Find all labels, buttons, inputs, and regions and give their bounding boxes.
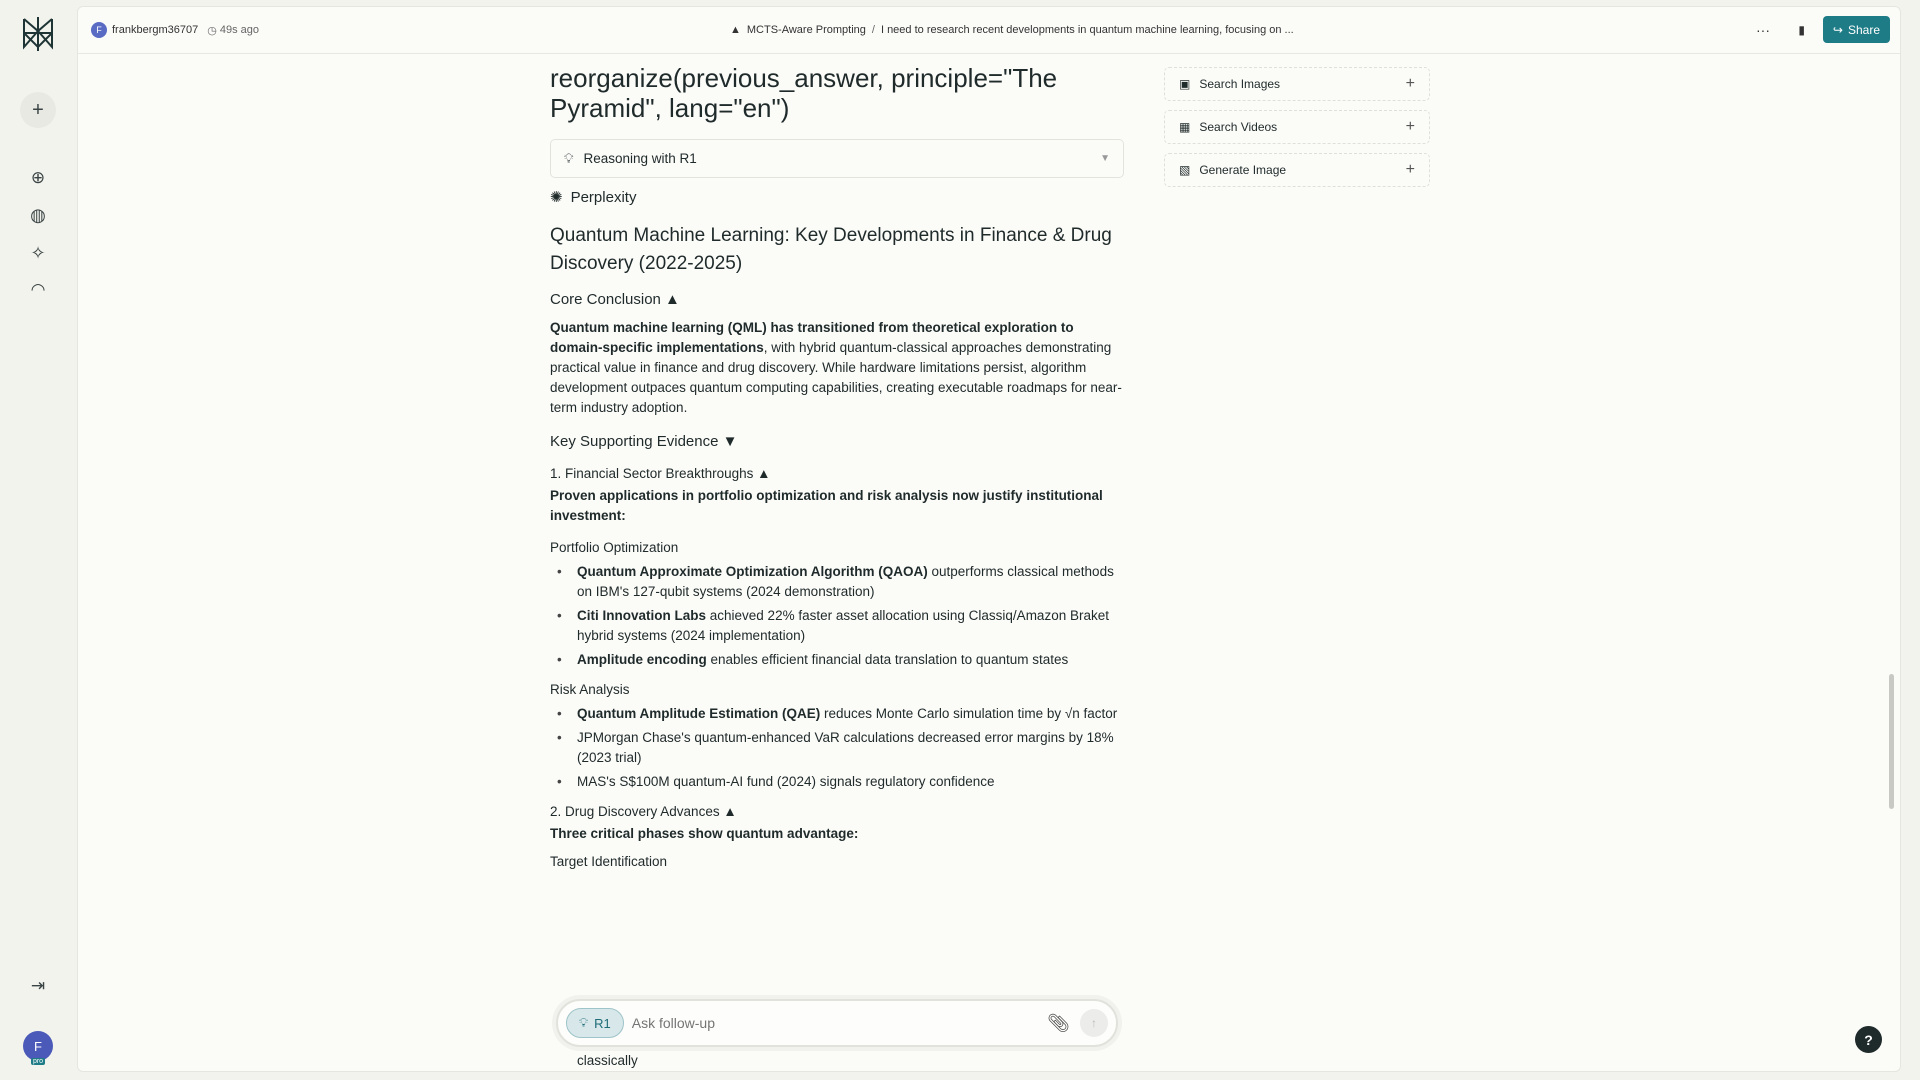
search-images-button[interactable]	[1164, 67, 1430, 101]
help-button[interactable]: ?	[1855, 1026, 1882, 1053]
list-item	[550, 562, 1124, 602]
item-bold: Quantum Amplitude Estimation (QAE)	[577, 706, 821, 721]
timestamp: 49s ago	[219, 24, 259, 36]
reasoning-dropdown[interactable]	[550, 139, 1124, 178]
section-evidence: Key Supporting Evidence ▼	[550, 433, 738, 450]
item-text: enables efficient financial data translation to quantum states	[706, 652, 1069, 667]
username[interactable]: frankbergm36707	[112, 24, 199, 36]
portfolio-list	[550, 562, 1124, 670]
item-bold: Amplitude encoding	[577, 652, 707, 667]
section-core: Core Conclusion ▲	[550, 291, 680, 308]
drug-lead: Three critical phases show quantum advantage:	[550, 826, 859, 841]
core-bold: Quantum machine learning (QML) has transitioned from theoretical exploration to domain-specific implementations	[550, 320, 1074, 355]
share-button[interactable]	[1823, 16, 1890, 43]
risk-heading: Risk Analysis	[550, 682, 630, 697]
submit-button[interactable]: ↑	[1080, 1009, 1108, 1037]
paperclip-icon[interactable]: 📎︎	[1047, 1012, 1070, 1033]
generate-image-button[interactable]	[1164, 153, 1430, 187]
risk-list	[550, 704, 1124, 792]
item-text: outperforms classical methods on IBM's 127-qubit systems (2024 demonstration)	[577, 564, 1114, 599]
clock-icon: ◷	[207, 24, 217, 37]
drug-title: 2. Drug Discovery Advances ▲	[550, 804, 737, 819]
breadcrumb-separator: /	[871, 24, 875, 36]
more-options-icon[interactable]: ···	[1756, 22, 1770, 38]
cut-off-text: classically	[577, 1053, 638, 1068]
query-title: reorganize(previous_answer, principle="The Pyramid", lang="en")	[550, 63, 1058, 123]
library-icon[interactable]: ◠	[30, 280, 46, 299]
answer-column	[550, 63, 1124, 874]
brand-label: Perplexity	[570, 189, 637, 206]
top-bar	[78, 7, 1900, 54]
chevron-down-icon: ▼	[1100, 152, 1110, 164]
perplexity-logo-icon[interactable]	[18, 14, 58, 54]
bookmark-icon[interactable]: ▮	[1798, 23, 1805, 37]
portfolio-heading: Portfolio Optimization	[550, 540, 679, 555]
image-icon: ▣	[1179, 77, 1191, 91]
media-panel	[1164, 67, 1430, 196]
source-brand	[550, 188, 1124, 208]
list-item	[550, 772, 1124, 792]
label: Generate Image	[1199, 163, 1287, 177]
reasoning-label: Reasoning with R1	[583, 150, 697, 166]
user-avatar-small: F	[91, 22, 107, 38]
fin-title: 1. Financial Sector Breakthroughs ▲	[550, 466, 771, 481]
breadcrumb-space[interactable]: MCTS-Aware Prompting	[746, 24, 866, 36]
pro-badge: pro	[32, 1058, 44, 1065]
expand-sidebar-icon[interactable]: ⇥	[30, 976, 46, 995]
follow-up-input[interactable]	[632, 1015, 1047, 1031]
item-text: achieved 22% faster asset allocation using Classiq/Amazon Braket hybrid systems (2024 implementation)	[577, 608, 1109, 643]
core-paragraph	[550, 318, 1124, 418]
video-icon: ▦	[1179, 120, 1191, 134]
avatar-initial: F	[34, 1038, 42, 1054]
generate-image-icon: ▧	[1179, 163, 1191, 177]
perplexity-icon: ✺	[550, 189, 563, 206]
list-item	[550, 728, 1124, 768]
plus-icon: +	[1405, 75, 1415, 92]
user-avatar[interactable]	[23, 1031, 53, 1065]
follow-up-bar	[556, 999, 1118, 1047]
target-heading: Target Identification	[550, 854, 668, 869]
label: Search Videos	[1199, 120, 1278, 134]
label: Search Images	[1199, 77, 1281, 91]
item-text: JPMorgan Chase's quantum-enhanced VaR calculations decreased error margins by 18% (2023 trial)	[577, 730, 1114, 765]
plus-icon: +	[1405, 118, 1415, 135]
answer-heading: Quantum Machine Learning: Key Developments in Finance & Drug Discovery (2022-2025)	[550, 225, 1112, 274]
list-item	[550, 650, 1124, 670]
list-item	[550, 704, 1124, 724]
space-icon: ▲	[730, 24, 741, 36]
item-bold: Citi Innovation Labs	[577, 608, 707, 623]
new-thread-icon[interactable]: +	[20, 92, 56, 128]
sidebar	[0, 0, 76, 1080]
spaces-icon[interactable]: ✧	[30, 242, 46, 263]
plus-icon: +	[1405, 161, 1415, 178]
search-icon[interactable]: ⊕	[30, 168, 46, 187]
globe-icon[interactable]: ◍	[30, 204, 46, 225]
lightbulb-icon: 💡︎	[564, 150, 574, 166]
list-item	[550, 606, 1124, 646]
share-label: Share	[1847, 22, 1880, 37]
search-videos-button[interactable]	[1164, 110, 1430, 144]
content-panel	[77, 6, 1901, 1072]
share-icon: ↪	[1832, 22, 1843, 37]
core-text: , with hybrid quantum-classical approaches demonstrating practical value in finance and drug discovery. While hardware limitations persist, algorithm development outpaces quantum computing capabilities, creating executable roadmaps for near-term industry adoption.	[550, 340, 1122, 415]
fin-lead: Proven applications in portfolio optimization and risk analysis now justify institutional investment:	[550, 488, 1103, 523]
item-bold: Quantum Approximate Optimization Algorithm (QAOA)	[577, 564, 928, 579]
breadcrumb	[730, 24, 1294, 36]
item-text: reduces Monte Carlo simulation time by √n factor	[820, 706, 1118, 721]
r1-model-toggle[interactable]	[566, 1008, 624, 1038]
r1-label: R1	[594, 1015, 611, 1031]
item-text: MAS's S$100M quantum-AI fund (2024) signals regulatory confidence	[577, 774, 995, 789]
lightbulb-icon: 💡︎	[579, 1015, 589, 1030]
breadcrumb-thread[interactable]: I need to research recent developments in quantum machine learning, focusing on ...	[880, 24, 1294, 36]
scrollbar[interactable]	[1889, 674, 1894, 809]
